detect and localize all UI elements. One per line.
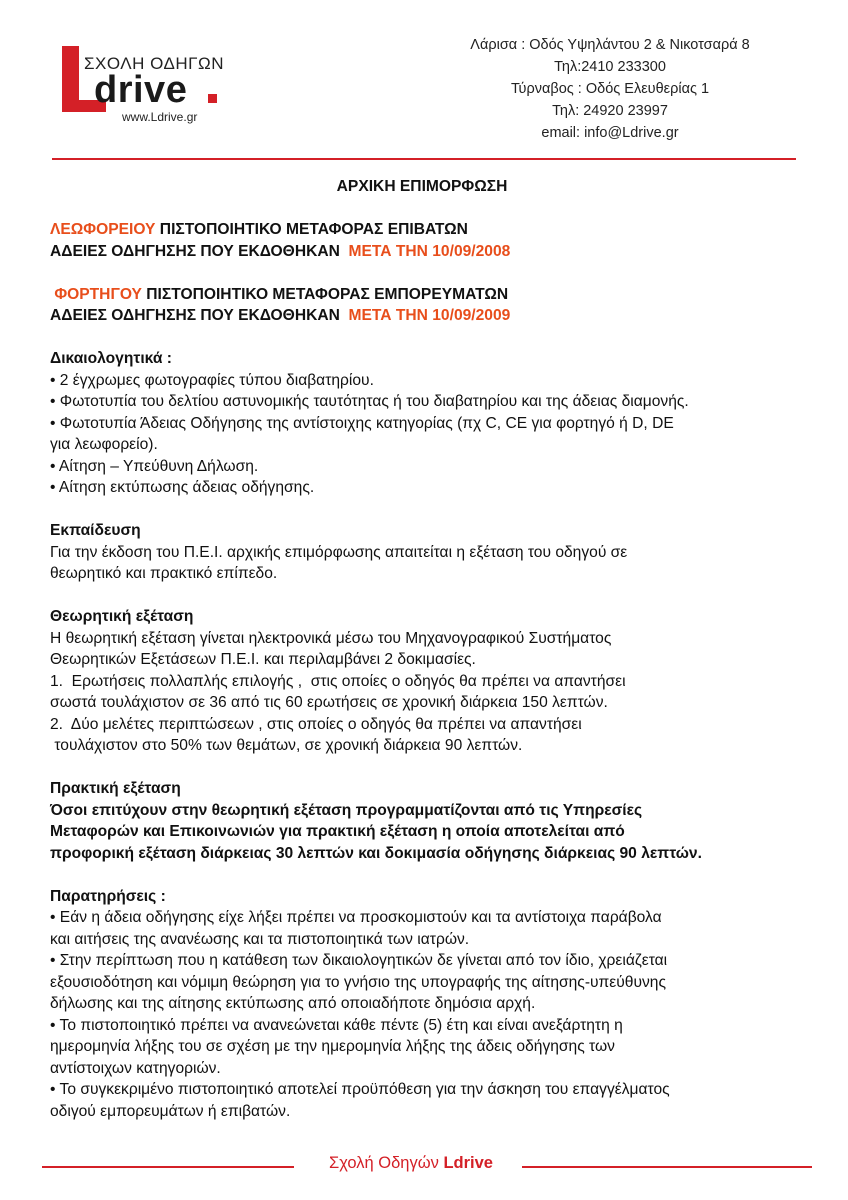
docs-heading: Δικαιολογητικά :: [50, 350, 172, 367]
logo-school-text: ΣΧΟΛΗ ΟΔΗΓΩΝ: [84, 54, 224, 73]
footer-text-brand: Ldrive: [443, 1154, 493, 1172]
document-title: ΑΡΧΙΚΗ ΕΠΙΜΟΡΦΩΣΗ: [336, 178, 508, 195]
notes-line: αντίστοιχων κατηγοριών.: [50, 1059, 221, 1077]
docs-line: • Φωτοτυπία του δελτίου αστυνομικής ταυτότητας ή του διαβατηρίου και της άδειας διαμονής.: [50, 393, 689, 410]
truck-heading-line-1: [50, 284, 810, 306]
bus-license-text: ΑΔΕΙΕΣ ΟΔΗΓΗΣΗΣ ΠΟΥ ΕΚΔΟΘΗΚΑΝ: [50, 242, 349, 260]
training-heading: Εκπαίδευση: [50, 522, 141, 539]
notes-heading: Παρατηρήσεις :: [50, 887, 166, 905]
notes-line: • Στην περίπτωση που η κατάθεση των δικαιολογητικών δε γίνεται από τον ίδιο, χρειάζεται: [50, 952, 668, 969]
notes-line: και αιτήσεις της ανανέωσης και τα πιστοποιητικά των ιατρών.: [50, 930, 470, 948]
practical-line: Μεταφορών και Επικοινωνιών για πρακτική εξέταση η οποία αποτελείται από: [50, 823, 625, 840]
logo-dot: [208, 94, 217, 103]
truck-certificate: ΠΙΣΤΟΠΟΙΗΤΙΚΟ ΜΕΤΑΦΟΡΑΣ ΕΜΠΟΡΕΥΜΑΤΩΝ: [141, 285, 509, 303]
notes-line: οδιγού εμπορευμάτων ή επιβατών.: [50, 1102, 291, 1120]
bus-date: ΜΕΤΑ ΤΗΝ 10/09/2008: [348, 242, 511, 260]
docs-line: για λεωφορείο).: [50, 436, 158, 453]
practical-line: Όσοι επιτύχουν στην θεωρητική εξέταση προγραμματίζονται από τις Υπηρεσίες: [50, 801, 643, 819]
truck-heading-line-2: [50, 305, 810, 327]
training-line: θεωρητικό και πρακτικό επίπεδο.: [50, 565, 278, 582]
bus-certificate: ΠΙΣΤΟΠΟΙΗΤΙΚΟ ΜΕΤΑΦΟΡΑΣ ΕΠΙΒΑΤΩΝ: [155, 221, 468, 238]
docs-line: • 2 έγχρωμες φωτογραφίες τύπου διαβατηρίου.: [50, 371, 374, 389]
ldrive-logo: [62, 46, 232, 130]
bus-category: ΛΕΩΦΟΡΕΙΟΥ: [50, 221, 156, 238]
notes-line: • Εάν η άδεια οδήγησης είχε λήξει πρέπει να προσκομιστούν και τα αντίστοιχα παράβολα: [50, 909, 662, 926]
contact-line: Τηλ: 24920 23997: [552, 103, 668, 119]
logo-url: www.Ldrive.gr: [122, 110, 198, 124]
footer-text: [300, 1154, 522, 1173]
practical-heading: Πρακτική εξέταση: [50, 780, 181, 797]
truck-category: ΦΟΡΤΗΓΟΥ: [50, 285, 142, 303]
contact-line: Τύρναβος : Οδός Ελευθερίας 1: [510, 81, 710, 97]
docs-line: • Φωτοτυπία Άδειας Οδήγησης της αντίστοιχης κατηγορίας (πχ C, CE για φορτηγό ή D, DE: [50, 414, 674, 432]
docs-line: • Αίτηση – Υπεύθυνη Δήλωση.: [50, 457, 259, 475]
theory-line: Θεωρητικών Εξετάσεων Π.Ε.Ι. και περιλαμβάνει 2 δοκιμασίες.: [50, 651, 476, 668]
footer-text-plain: Σχολή Οδηγών: [329, 1154, 444, 1172]
bus-heading-line-1: [50, 219, 810, 241]
theory-line: τουλάχιστον στο 50% των θεμάτων, σε χρονική διάρκεια 90 λεπτών.: [50, 737, 523, 754]
theory-line: 1. Ερωτήσεις πολλαπλής επιλογής , στις οποίες ο οδηγός θα πρέπει να απαντήσει: [50, 672, 626, 690]
notes-line: δήλωσης και της αίτησης εκτύπωσης από οποιαδήποτε δημόσια αρχή.: [50, 995, 536, 1012]
contact-line: Τηλ:2410 233300: [554, 59, 666, 75]
header-divider: [52, 158, 796, 160]
page-footer: [0, 1154, 848, 1178]
contact-line: email: info@Ldrive.gr: [541, 125, 679, 141]
notes-line: • Το συγκεκριμένο πιστοποιητικό αποτελεί προϋπόθεση για την άσκηση του επαγγέλματος: [50, 1081, 670, 1098]
logo-brand-text: drive: [94, 69, 188, 111]
practical-line: προφορική εξέταση διάρκειας 30 λεπτών και δοκιμασία οδήγησης διάρκειας 90 λεπτών.: [50, 844, 702, 862]
notes-line: ημερομηνία λήξης του σε σχέση με την ημερομηνία λήξης της άδεις οδήγησης των: [50, 1038, 615, 1055]
contact-line: Λάρισα : Οδός Υψηλάντου 2 & Νικοτσαρά 8: [470, 37, 750, 53]
theory-line: σωστά τουλάχιστον σε 36 από τις 60 ερωτήσεις σε χρονική διάρκεια 150 λεπτών.: [50, 694, 608, 711]
notes-line: εξουσιοδότηση και νόμιμη θεώρηση για το γνήσιο της υπογραφής της αίτησης-υπεύθυνης: [50, 973, 666, 991]
truck-date: ΜΕΤΑ ΤΗΝ 10/09/2009: [348, 307, 511, 324]
theory-heading: Θεωρητική εξέταση: [50, 608, 194, 625]
docs-line: • Αίτηση εκτύπωσης άδειας οδήγησης.: [50, 479, 315, 496]
bus-heading-line-2: [50, 241, 810, 263]
theory-line: 2. Δύο μελέτες περιπτώσεων , στις οποίες ο οδηγός θα πρέπει να απαντήσει: [50, 715, 582, 733]
notes-line: • Το πιστοποιητικό πρέπει να ανανεώνεται κάθε πέντε (5) έτη και είναι ανεξάρτητη η: [50, 1016, 623, 1034]
truck-license-text: ΑΔΕΙΕΣ ΟΔΗΓΗΣΗΣ ΠΟΥ ΕΚΔΟΘΗΚΑΝ: [50, 307, 349, 324]
document-body: [50, 176, 810, 1122]
contact-block: [440, 34, 780, 144]
theory-line: Η θεωρητική εξέταση γίνεται ηλεκτρονικά μέσω του Μηχανογραφικού Συστήματος: [50, 629, 612, 647]
footer-divider-right: [522, 1166, 812, 1168]
footer-divider-left: [42, 1166, 294, 1168]
training-line: Για την έκδοση του Π.Ε.Ι. αρχικής επιμόρφωσης απαιτείται η εξέταση του οδηγού σε: [50, 543, 628, 561]
